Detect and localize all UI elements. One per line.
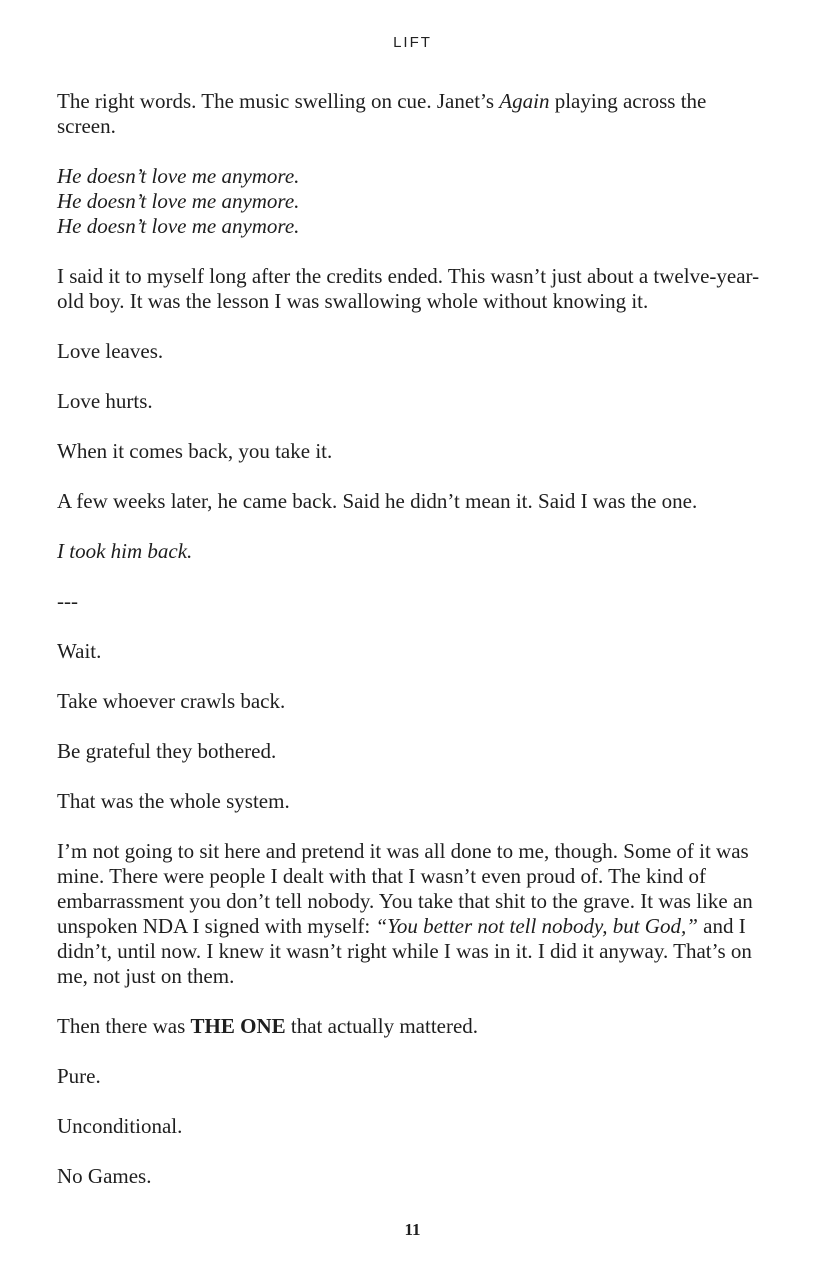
paragraph: Pure.: [57, 1064, 101, 1088]
refrain-line: He doesn’t love me anymore.: [57, 164, 300, 188]
emphasis: THE ONE: [190, 1014, 286, 1038]
paragraph: Take whoever crawls back.: [57, 689, 286, 713]
paragraph: No Games.: [57, 1164, 152, 1188]
paragraph: [57, 1014, 769, 1039]
refrain-line: He doesn’t love me anymore.: [57, 214, 300, 238]
paragraph: That was the whole system.: [57, 789, 290, 813]
paragraph: I said it to myself long after the credits ended. This wasn’t just about a twelve-year-old boy. It was the lesson I was swallowing whole without knowing it.: [57, 264, 760, 313]
page-number: 11: [404, 1220, 421, 1239]
paragraph-text: and I didn’t, until now. I knew it wasn’t right while I was in it. I did it anyway. That’s on me, not just on them.: [57, 914, 752, 988]
refrain-line: He doesn’t love me anymore.: [57, 189, 300, 213]
paragraph: When it comes back, you take it.: [57, 439, 333, 463]
paragraph-text: I’m not going to sit here and pretend it was all done to me, though. Some of it was mine. There were people I dealt with that I wasn’t even proud of. The kind of embarrassment you don’t tell nobody. You take that shit to the grave. It was like an unspoken NDA I signed with myself:: [57, 839, 753, 938]
paragraph-text: that actually mattered.: [285, 1014, 479, 1038]
paragraph-text: Then there was: [57, 1014, 191, 1038]
refrain: [57, 164, 769, 239]
paragraph: [57, 839, 769, 989]
paragraph: Unconditional.: [57, 1114, 183, 1138]
paragraph: Love hurts.: [57, 389, 153, 413]
paragraph: A few weeks later, he came back. Said he didn’t mean it. Said I was the one.: [57, 489, 698, 513]
paragraph: Be grateful they bothered.: [57, 739, 277, 763]
paragraph: I took him back.: [57, 539, 193, 563]
paragraph-text: playing across the screen.: [57, 89, 707, 138]
body-text: [57, 89, 769, 1189]
running-head: LIFT: [393, 34, 432, 51]
paragraph-text: The right words. The music swelling on cue. Janet’s: [57, 89, 500, 113]
song-title: Again: [499, 89, 550, 113]
paragraph: Wait.: [57, 639, 102, 663]
paragraph: [57, 89, 769, 139]
section-separator: ---: [57, 589, 78, 613]
quote: “You better not tell nobody, but God,”: [375, 914, 698, 938]
paragraph: Love leaves.: [57, 339, 164, 363]
